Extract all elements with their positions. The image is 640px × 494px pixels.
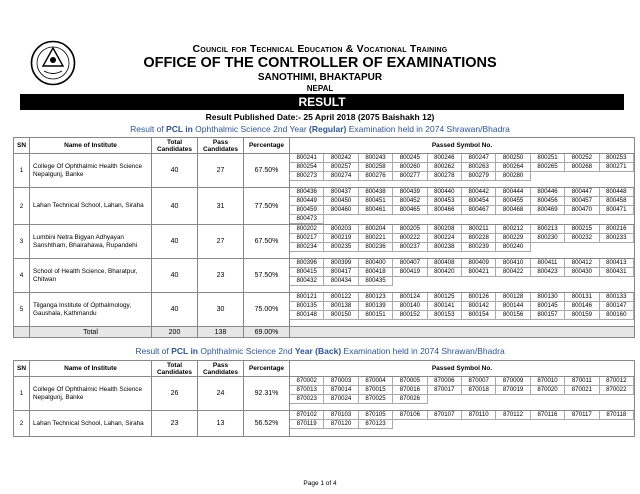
symbol-number: 800434: [324, 277, 358, 286]
symbol-number: 800250: [496, 154, 530, 163]
symbol-number: 870012: [600, 377, 634, 386]
symbol-number: 870007: [462, 377, 496, 386]
symbol-number: 800457: [565, 197, 599, 206]
symbol-number: 800211: [462, 225, 496, 234]
symbol-number: 800260: [393, 163, 427, 172]
symbol-number: 870107: [428, 411, 462, 420]
row-total: 40: [152, 225, 198, 259]
symbol-number: 800467: [462, 206, 496, 215]
symbol-number: 800431: [600, 268, 634, 277]
symbol-number: 800123: [359, 293, 393, 302]
symbol-number: 800410: [496, 259, 530, 268]
symbol-number: 870020: [531, 386, 565, 395]
symbol-number: 870011: [565, 377, 599, 386]
symbol-number: 870025: [359, 395, 393, 404]
symbol-number: 800449: [290, 197, 324, 206]
row-percentage: 75.00%: [244, 293, 290, 327]
total-sn: [14, 327, 30, 338]
symbol-number: 800131: [565, 293, 599, 302]
symbol-number: 800461: [359, 206, 393, 215]
symbol-number: 800446: [531, 188, 565, 197]
symbol-number: 870014: [324, 386, 358, 395]
regular-result-table: [13, 137, 635, 338]
symbol-number: 800146: [565, 302, 599, 311]
symbol-number: 800125: [428, 293, 462, 302]
symbol-number: 800140: [393, 302, 427, 311]
symbol-number: 800263: [462, 163, 496, 172]
symbol-number: 800418: [359, 268, 393, 277]
symbol-number: 870106: [393, 411, 427, 420]
symbol-number: 800400: [359, 259, 393, 268]
symbol-number: 870119: [290, 420, 324, 429]
symbol-number: 800274: [324, 172, 358, 181]
symbol-number: 800252: [565, 154, 599, 163]
row-institute: School of Health Science, Bharatpur, Chitwan: [30, 259, 152, 293]
total-candidates: 200: [152, 327, 198, 338]
symbol-number: 800222: [393, 234, 427, 243]
symbol-number: 800147: [600, 302, 634, 311]
symbol-number: 800204: [359, 225, 393, 234]
symbol-number: 800208: [428, 225, 462, 234]
symbol-number: 800221: [359, 234, 393, 243]
symbol-number: 870004: [359, 377, 393, 386]
symbol-number: 800407: [393, 259, 427, 268]
symbol-number: 800454: [462, 197, 496, 206]
row-passed-symbols: [290, 154, 635, 188]
symbol-number: 800246: [428, 154, 462, 163]
row-total: 40: [152, 154, 198, 188]
symbol-number: 800417: [324, 268, 358, 277]
symbol-number: 870022: [600, 386, 634, 395]
symbol-number: 800243: [359, 154, 393, 163]
symbol-number: 800202: [290, 225, 324, 234]
row-institute: Lahan Technical School, Lahan, Siraha: [30, 188, 152, 225]
symbol-number: 800437: [324, 188, 358, 197]
row-sn: 2: [14, 411, 30, 437]
symbol-number: 800122: [324, 293, 358, 302]
symbol-number: 800142: [462, 302, 496, 311]
symbol-number: 870018: [462, 386, 496, 395]
symbol-number: 800234: [290, 243, 324, 252]
row-institute: Tilganga Institute of Opthalmology, Gaushala, Kathmandu: [30, 293, 152, 327]
symbol-number: 800138: [324, 302, 358, 311]
symbol-number: 800423: [531, 268, 565, 277]
row-passed-symbols: [290, 293, 635, 327]
result-banner: RESULT: [20, 94, 624, 110]
symbol-number: 800458: [600, 197, 634, 206]
symbol-number: 800436: [290, 188, 324, 197]
symbol-number: 800213: [531, 225, 565, 234]
symbol-number: 800241: [290, 154, 324, 163]
row-pass: 31: [198, 188, 244, 225]
symbol-number: 800235: [324, 243, 358, 252]
table-row: [14, 411, 635, 437]
row-institute: Lumbini Netra Bigyan Adhyayan Sanshtham, Bhairahawa, Rupandehi: [30, 225, 152, 259]
symbol-number: 800264: [496, 163, 530, 172]
office-country: NEPAL: [306, 84, 334, 93]
row-total: 40: [152, 293, 198, 327]
symbol-number: 800430: [565, 268, 599, 277]
row-sn: 4: [14, 259, 30, 293]
symbol-number: 800470: [565, 206, 599, 215]
col-sn: SN: [14, 138, 30, 154]
symbol-number: 800229: [496, 234, 530, 243]
symbol-number: 870112: [496, 411, 530, 420]
symbol-number: 870102: [290, 411, 324, 420]
col-pass: Pass Candidates: [198, 138, 244, 154]
symbol-number: 800262: [428, 163, 462, 172]
row-pass: 13: [198, 411, 244, 437]
symbol-number: 800238: [428, 243, 462, 252]
row-passed-symbols: [290, 225, 635, 259]
symbol-number: 800459: [290, 206, 324, 215]
symbol-number: 800277: [393, 172, 427, 181]
symbol-number: 870003: [324, 377, 358, 386]
symbol-number: 800242: [324, 154, 358, 163]
symbol-number: 800247: [462, 154, 496, 163]
page-number: Page 1 of 4: [303, 480, 337, 487]
symbol-number: 800219: [324, 234, 358, 243]
table-row: [14, 293, 635, 327]
symbol-number: 800205: [393, 225, 427, 234]
published-date: Result Published Date:- 25 April 2018 (2075 Baishakh 12): [205, 112, 435, 122]
symbol-number: 870010: [531, 377, 565, 386]
symbol-number: 800148: [290, 311, 324, 320]
symbol-number: 800233: [600, 234, 634, 243]
row-pass: 23: [198, 259, 244, 293]
total-percentage: 69.00%: [244, 327, 290, 338]
symbol-number: 800456: [531, 197, 565, 206]
symbol-number: 800224: [428, 234, 462, 243]
total-pass: 138: [198, 327, 244, 338]
row-sn: 1: [14, 154, 30, 188]
row-passed-symbols: [290, 377, 635, 411]
row-passed-symbols: [290, 188, 635, 225]
row-sn: 3: [14, 225, 30, 259]
symbol-number: 800273: [290, 172, 324, 181]
symbol-number: 800254: [290, 163, 324, 172]
row-percentage: 56.52%: [244, 411, 290, 437]
col-pass: Pass Candidates: [198, 361, 244, 377]
section-regular-title: Result of PCL in Ophthalmic Science 2nd Year (Regular) Examination held in 2074 Shrawan/Bhadra: [130, 124, 510, 134]
symbol-number: 800422: [496, 268, 530, 277]
symbol-number: 800411: [531, 259, 565, 268]
symbol-number: 800453: [428, 197, 462, 206]
symbol-number: 870015: [359, 386, 393, 395]
symbol-number: 800153: [428, 311, 462, 320]
symbol-number: 800121: [290, 293, 324, 302]
symbol-number: 800435: [359, 277, 393, 286]
symbol-number: 800439: [393, 188, 427, 197]
symbol-number: 800278: [428, 172, 462, 181]
col-percentage: Percentage: [244, 361, 290, 377]
row-institute: College Of Ophthalmic Health Science Nepalgunj, Banke: [30, 154, 152, 188]
symbol-number: 800455: [496, 197, 530, 206]
symbol-number: 870024: [324, 395, 358, 404]
symbol-number: 800217: [290, 234, 324, 243]
back-result-table: [13, 360, 635, 437]
symbol-number: 870013: [290, 386, 324, 395]
symbol-number: 800399: [324, 259, 358, 268]
symbol-number: 870026: [393, 395, 427, 404]
council-name: Council for Technical Education & Vocational Training: [192, 43, 448, 55]
symbol-number: 800451: [359, 197, 393, 206]
symbol-number: 800237: [393, 243, 427, 252]
col-institute: Name of Institute: [30, 138, 152, 154]
symbol-number: 800150: [324, 311, 358, 320]
symbol-number: 800280: [496, 172, 530, 181]
symbol-number: 800444: [496, 188, 530, 197]
row-pass: 27: [198, 225, 244, 259]
symbol-number: 800276: [359, 172, 393, 181]
symbol-number: 870021: [565, 386, 599, 395]
symbol-number: 870105: [359, 411, 393, 420]
row-passed-symbols: [290, 259, 635, 293]
symbol-number: 800469: [531, 206, 565, 215]
symbol-number: 870002: [290, 377, 324, 386]
symbol-number: 800232: [565, 234, 599, 243]
symbol-number: 800145: [531, 302, 565, 311]
symbol-number: 800440: [428, 188, 462, 197]
symbol-number: 800156: [496, 311, 530, 320]
symbol-number: 870023: [290, 395, 324, 404]
total-symbols-empty: [290, 327, 635, 338]
col-symbols: Passed Symbol No.: [290, 138, 635, 154]
symbol-number: 800253: [600, 154, 634, 163]
symbol-number: 800447: [565, 188, 599, 197]
symbol-number: 800135: [290, 302, 324, 311]
symbol-number: 800268: [565, 163, 599, 172]
symbol-number: 800240: [496, 243, 530, 252]
col-total: Total Candidates: [152, 361, 198, 377]
symbol-number: 800152: [393, 311, 427, 320]
row-total: 23: [152, 411, 198, 437]
symbol-number: 870116: [531, 411, 565, 420]
symbol-number: 800159: [565, 311, 599, 320]
symbol-number: 800144: [496, 302, 530, 311]
table-row: [14, 154, 635, 188]
symbol-number: 870118: [600, 411, 634, 420]
symbol-number: 800466: [428, 206, 462, 215]
symbol-number: 800438: [359, 188, 393, 197]
symbol-number: 870017: [428, 386, 462, 395]
row-percentage: 77.50%: [244, 188, 290, 225]
symbol-number: 800128: [496, 293, 530, 302]
symbol-number: 800257: [324, 163, 358, 172]
symbol-number: 800126: [462, 293, 496, 302]
symbol-number: 870110: [462, 411, 496, 420]
row-sn: 5: [14, 293, 30, 327]
symbol-number: 800420: [428, 268, 462, 277]
symbol-number: 800415: [290, 268, 324, 277]
symbol-number: 800265: [531, 163, 565, 172]
symbol-number: 800271: [600, 163, 634, 172]
symbol-number: 800236: [359, 243, 393, 252]
symbol-number: 800157: [531, 311, 565, 320]
table-row: [14, 259, 635, 293]
symbol-number: 800465: [393, 206, 427, 215]
total-label: Total: [30, 327, 152, 338]
symbol-number: 800130: [531, 293, 565, 302]
symbol-number: 800154: [462, 311, 496, 320]
col-sn: SN: [14, 361, 30, 377]
symbol-number: 870120: [324, 420, 358, 429]
symbol-number: 800432: [290, 277, 324, 286]
row-percentage: 67.50%: [244, 225, 290, 259]
symbol-number: 870019: [496, 386, 530, 395]
symbol-number: 800245: [393, 154, 427, 163]
symbol-number: 800473: [290, 215, 324, 224]
symbol-number: 800396: [290, 259, 324, 268]
section-back-title: Result of PCL in Ophthalmic Science 2nd Year (Back) Examination held in 2074 Shrawan/Bhadra: [135, 346, 505, 356]
symbol-number: 870006: [428, 377, 462, 386]
symbol-number: 800141: [428, 302, 462, 311]
symbol-number: 800251: [531, 154, 565, 163]
col-institute: Name of Institute: [30, 361, 152, 377]
symbol-number: 800408: [428, 259, 462, 268]
symbol-number: 870117: [565, 411, 599, 420]
symbol-number: 870005: [393, 377, 427, 386]
row-passed-symbols: [290, 411, 635, 437]
symbol-number: 800230: [531, 234, 565, 243]
symbol-number: 800468: [496, 206, 530, 215]
symbol-number: 800419: [393, 268, 427, 277]
symbol-number: 800452: [393, 197, 427, 206]
row-percentage: 67.50%: [244, 154, 290, 188]
row-total: 26: [152, 377, 198, 411]
row-pass: 30: [198, 293, 244, 327]
symbol-number: 800215: [565, 225, 599, 234]
row-percentage: 92.31%: [244, 377, 290, 411]
total-row: [14, 327, 635, 338]
symbol-number: 800133: [600, 293, 634, 302]
symbol-number: 800413: [600, 259, 634, 268]
symbol-number: 800450: [324, 197, 358, 206]
symbol-number: 800279: [462, 172, 496, 181]
symbol-number: 800160: [600, 311, 634, 320]
col-total: Total Candidates: [152, 138, 198, 154]
symbol-number: 800228: [462, 234, 496, 243]
col-symbols: Passed Symbol No.: [290, 361, 635, 377]
symbol-number: 800421: [462, 268, 496, 277]
symbol-number: 800124: [393, 293, 427, 302]
symbol-number: 800216: [600, 225, 634, 234]
row-institute: College Of Ophthalmic Health Science Nepalgunj, Banke: [30, 377, 152, 411]
symbol-number: 800409: [462, 259, 496, 268]
row-total: 40: [152, 259, 198, 293]
symbol-number: 870103: [324, 411, 358, 420]
row-sn: 2: [14, 188, 30, 225]
table-row: [14, 377, 635, 411]
symbol-number: 800239: [462, 243, 496, 252]
symbol-number: 800448: [600, 188, 634, 197]
symbol-number: 800139: [359, 302, 393, 311]
symbol-number: 870016: [393, 386, 427, 395]
symbol-number: 800471: [600, 206, 634, 215]
symbol-number: 870123: [359, 420, 393, 429]
row-pass: 27: [198, 154, 244, 188]
row-sn: 1: [14, 377, 30, 411]
symbol-number: 800412: [565, 259, 599, 268]
symbol-number: 800460: [324, 206, 358, 215]
symbol-number: 800151: [359, 311, 393, 320]
row-pass: 24: [198, 377, 244, 411]
row-total: 40: [152, 188, 198, 225]
symbol-number: 870009: [496, 377, 530, 386]
symbol-number: 800258: [359, 163, 393, 172]
office-title: OFFICE OF THE CONTROLLER OF EXAMINATIONS: [143, 55, 497, 71]
table-row: [14, 188, 635, 225]
row-percentage: 57.50%: [244, 259, 290, 293]
table-row: [14, 225, 635, 259]
row-institute: Lahan Technical School, Lahan, Siraha: [30, 411, 152, 437]
symbol-number: 800442: [462, 188, 496, 197]
symbol-number: 800212: [496, 225, 530, 234]
office-location: SANOTHIMI, BHAKTAPUR: [257, 72, 383, 83]
symbol-number: 800203: [324, 225, 358, 234]
col-percentage: Percentage: [244, 138, 290, 154]
